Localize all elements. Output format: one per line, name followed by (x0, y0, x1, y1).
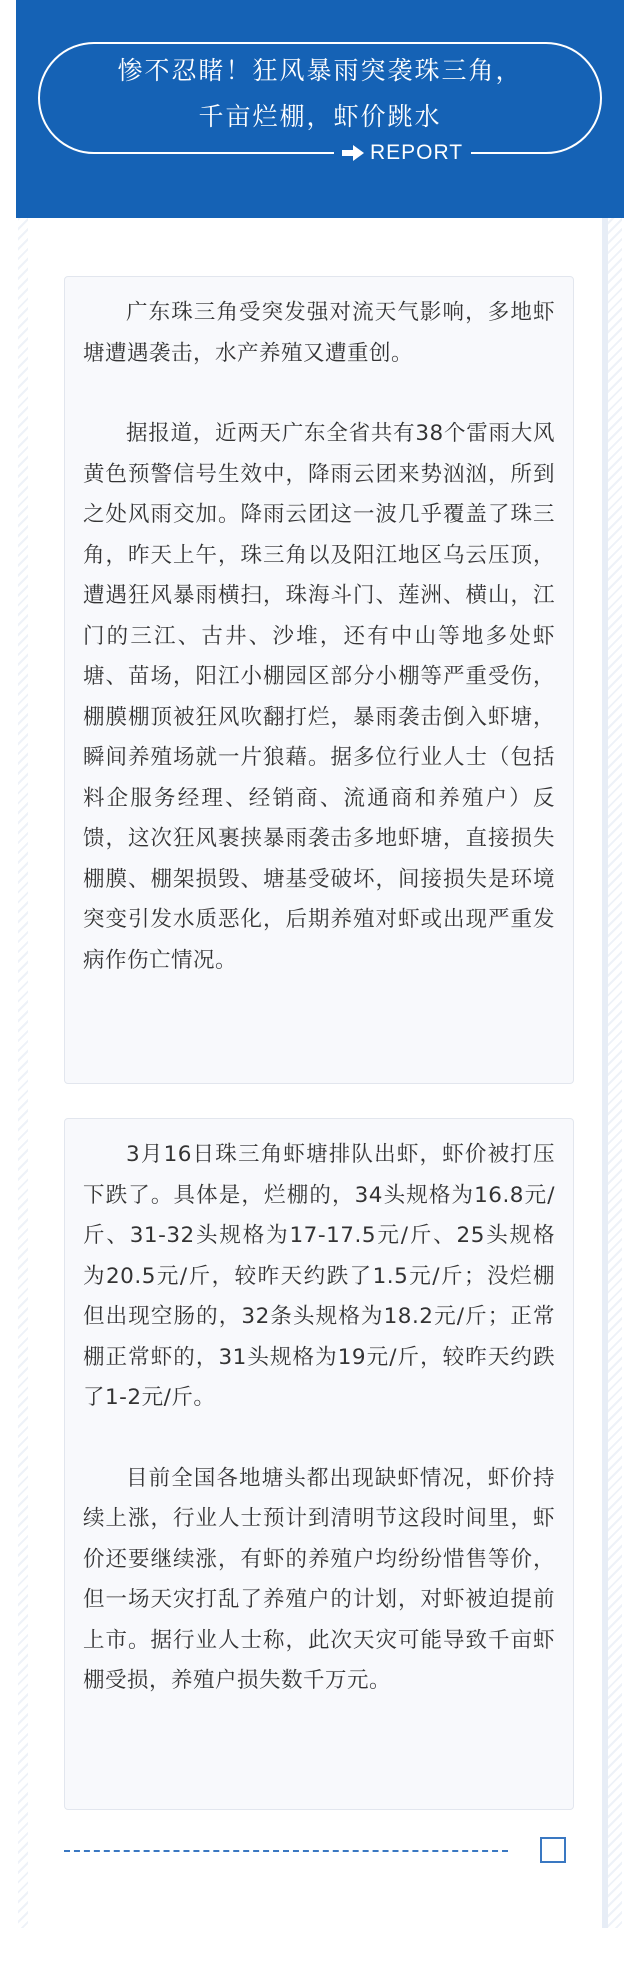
paragraph-gap (83, 1419, 555, 1459)
page-title-line-2: 千亩烂棚，虾价跳水 (198, 102, 442, 131)
article-card-2 (64, 1118, 574, 1810)
paragraph-intro: 广东珠三角受突发强对流天气影响，多地虾塘遭遇袭击，水产养殖又遭重创。 (83, 300, 555, 366)
arrow-right-icon (342, 145, 364, 161)
page-title (38, 48, 602, 140)
article-panel-edge (602, 218, 608, 1928)
square-icon (540, 1837, 566, 1863)
report-tag-label: REPORT (370, 141, 464, 164)
report-tag (334, 139, 471, 167)
paragraph-outlook: 目前全国各地塘头都出现缺虾情况，虾价持续上涨，行业人士预计到清明节这段时间里，虾价还要继续涨，有虾的养殖户均纷纷惜售等价，但一场天灾打乱了养殖户的计划，对虾被迫提前上市。据行业人士称，此次天灾可能导致千亩虾棚受损，养殖户损失数千万元。 (83, 1465, 555, 1693)
article-card-1 (64, 276, 574, 1084)
paragraph-prices: 3月16日珠三角虾塘排队出虾，虾价被打压下跌了。具体是，烂棚的，34头规格为16.8元/斤、31-32头规格为17-17.5元/斤、25头规格为20.5元/斤，较昨天约跌了1.5元/斤；没烂棚但出现空肠的，32条头规格为18.2元/斤；正常棚正常虾的，31头规格为19元/斤，较昨天约跌了1-2元/斤。 (83, 1142, 555, 1410)
footer-divider (64, 1850, 508, 1852)
page-title-line-1: 惨不忍睹！狂风暴雨突袭珠三角， (117, 56, 523, 85)
paragraph-report: 据报道，近两天广东全省共有38个雷雨大风黄色预警信号生效中，降雨云团来势汹汹，所到之处风雨交加。降雨云团这一波几乎覆盖了珠三角，昨天上午，珠三角以及阳江地区乌云压顶，遭遇狂风暴雨横扫，珠海斗门、莲洲、横山，江门的三江、古井、沙堆，还有中山等地多处虾塘、苗场，阳江小棚园区部分小棚等严重受伤，棚膜棚顶被狂风吹翻打烂，暴雨袭击倒入虾塘，瞬间养殖场就一片狼藉。据多位行业人士（包括料企服务经理、经销商、流通商和养殖户）反馈，这次狂风裹挟暴雨袭击多地虾塘，直接损失棚膜、棚架损毁、塘基受破坏，间接损失是环境突变引发水质恶化，后期养殖对虾或出现严重发病作伤亡情况。 (83, 421, 555, 973)
paragraph-gap (83, 374, 555, 414)
header-banner (16, 0, 624, 218)
